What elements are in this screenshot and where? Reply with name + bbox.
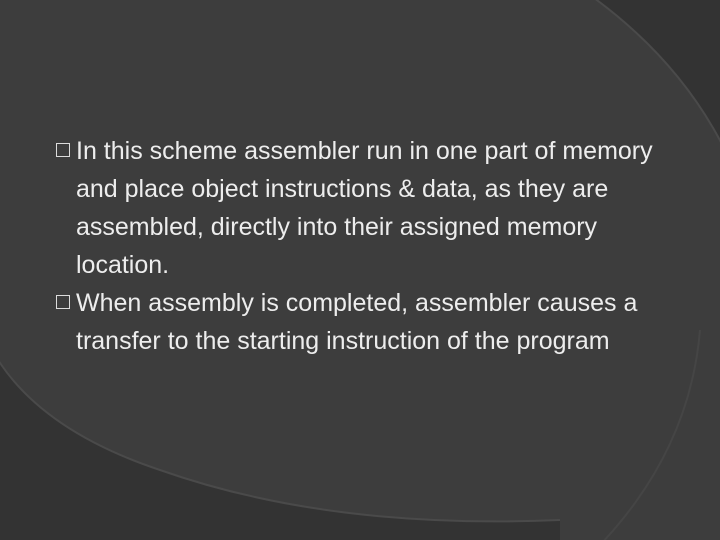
bullet-item-1 [56,132,676,284]
bullet-item-2 [56,284,676,360]
square-bullet-icon [56,143,70,157]
square-bullet-icon [56,295,70,309]
bullet-text-1: In this scheme assembler run in one part of memory and place object instructions & data, as they are assembled, directly into their assigned memory location. [76,137,653,279]
bottom-left-arc-shape [0,355,560,540]
bottom-right-arc-line [600,330,700,540]
bullet-text-2: When assembly is completed, assembler causes a transfer to the starting instruction of the program [76,289,638,355]
top-right-arc-shape [590,0,720,150]
bullet-list [56,132,676,360]
